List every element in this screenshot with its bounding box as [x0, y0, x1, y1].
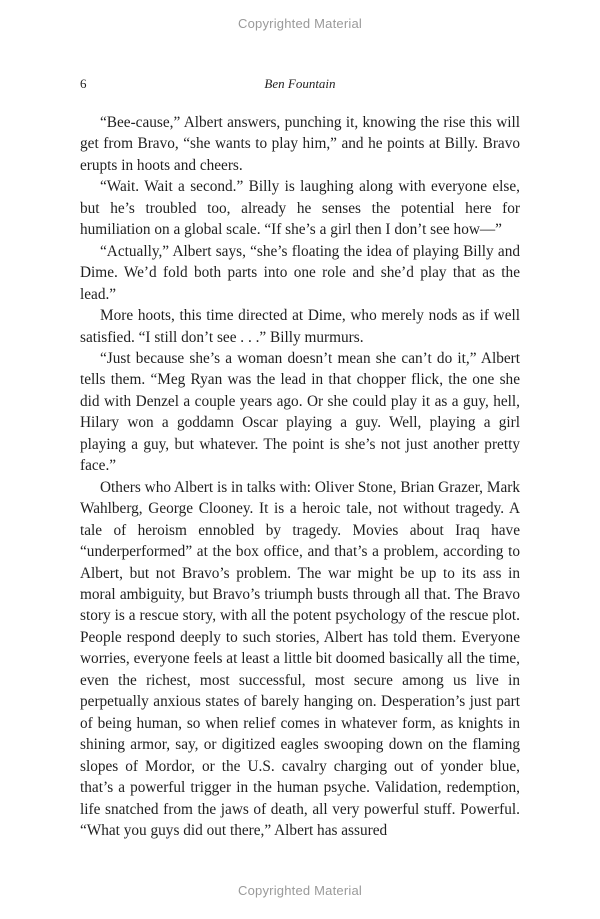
- body-text: [80, 112, 520, 841]
- page-number: 6: [80, 76, 87, 91]
- paragraph: More hoots, this time directed at Dime, who merely nods as if well satisfied. “I still don’t see . . .” Billy murmurs.: [80, 307, 520, 346]
- watermark-top: Copyrighted Material: [238, 16, 362, 31]
- paragraph: “Bee-cause,” Albert answers, punching it, knowing the rise this will get from Bravo, “she wants to play him,” and he points at Billy. Bravo erupts in hoots and cheers.: [80, 114, 520, 174]
- paragraph: “Actually,” Albert says, “she’s floating the idea of playing Billy and Dime. We’d fold both parts into one role and she’d play that as the lead.”: [80, 242, 520, 303]
- book-author: Ben Fountain: [264, 76, 336, 91]
- paragraph: “Wait. Wait a second.” Billy is laughing along with everyone else, but he’s troubled too, already he senses the potential here for humiliation on a global scale. “If she’s a girl then I don’t see how—”: [80, 178, 520, 239]
- paragraph: Others who Albert is in talks with: Oliver Stone, Brian Grazer, Mark Wahlberg, George Clooney. It is a heroic tale, not without tragedy. A tale of heroism ennobled by tragedy. Movies about Iraq have “underperformed” at the box office, and that’s a problem, according to Albert, but not Bravo’s problem. The war might be up to its ass in moral ambiguity, but Bravo’s triumph busts through all that. The Bravo story is a rescue story, with all the potent psychology of the rescue plot. People respond deeply to such stories, Albert has told them. Everyone worries, everyone feels at least a little bit doomed basically all the time, even the richest, most successful, most secure among us live in perpetually anxious states of barely hanging on. Desperation’s just part of being human, so when relief comes in whatever form, as knights in shining armor, say, or digitized eagles swooping down on the flaming slopes of Mordor, or the U.S. cavalry charging out of yonder blue, that’s a powerful trigger in the human psyche. Validation, redemption, life snatched from the jaws of death, all very powerful stuff. Powerful. “What you guys did out there,” Albert has assured: [80, 478, 520, 839]
- running-head: [0, 76, 600, 96]
- watermark-bottom: Copyrighted Material: [238, 883, 362, 898]
- paragraph: “Just because she’s a woman doesn’t mean she can’t do it,” Albert tells them. “Meg Ryan was the lead in that chopper flick, the one she did with Denzel a couple years ago. Or she could play it as a guy, hell, Hilary won a goddamn Oscar playing a guy. Well, playing a girl playing a guy, but whatever. The point is she’s not just another pretty face.”: [80, 349, 520, 475]
